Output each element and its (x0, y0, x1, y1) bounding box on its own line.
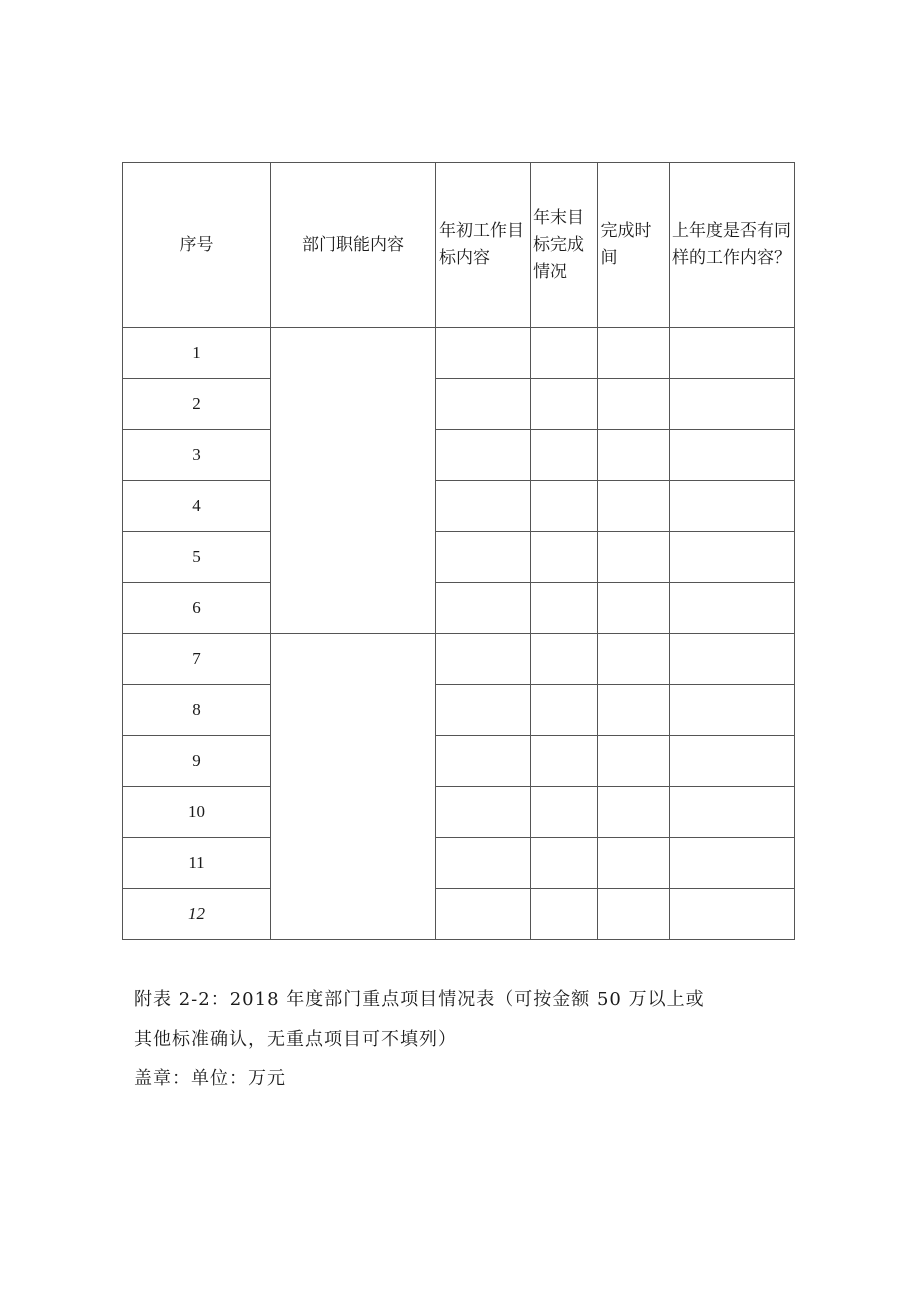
time-cell[interactable] (598, 685, 670, 736)
header-goal: 年初工作目标内容 (436, 163, 531, 328)
result-cell[interactable] (531, 787, 598, 838)
header-result: 年末目标完成情况 (531, 163, 598, 328)
result-cell[interactable] (531, 634, 598, 685)
result-cell[interactable] (531, 379, 598, 430)
table-row (123, 889, 795, 940)
appendix-caption-line1: 附表 2-2：2018 年度部门重点项目情况表（可按金额 50 万以上或 (134, 989, 705, 1010)
table-row (123, 736, 795, 787)
table-row (123, 379, 795, 430)
stamp-unit-line: 盖章：单位：万元 (134, 1068, 286, 1089)
last-year-cell[interactable] (670, 532, 795, 583)
time-cell[interactable] (598, 430, 670, 481)
row-number: 10 (123, 787, 271, 838)
header-last-year: 上年度是否有同样的工作内容？ (670, 163, 795, 328)
table-row (123, 838, 795, 889)
row-number: 5 (123, 532, 271, 583)
row-number: 11 (123, 838, 271, 889)
time-cell[interactable] (598, 889, 670, 940)
row-number: 12 (123, 889, 271, 940)
last-year-cell[interactable] (670, 787, 795, 838)
time-cell[interactable] (598, 328, 670, 379)
last-year-cell[interactable] (670, 685, 795, 736)
result-cell[interactable] (531, 838, 598, 889)
goal-cell[interactable] (436, 532, 531, 583)
header-function: 部门职能内容 (271, 163, 436, 328)
last-year-cell[interactable] (670, 634, 795, 685)
goal-cell[interactable] (436, 481, 531, 532)
row-number: 7 (123, 634, 271, 685)
appendix-caption-line2: 其他标准确认，无重点项目可不填列） (134, 1029, 457, 1050)
goal-cell[interactable] (436, 430, 531, 481)
result-cell[interactable] (531, 328, 598, 379)
time-cell[interactable] (598, 838, 670, 889)
table-row (123, 787, 795, 838)
time-cell[interactable] (598, 736, 670, 787)
time-cell[interactable] (598, 634, 670, 685)
result-cell[interactable] (531, 430, 598, 481)
goal-cell[interactable] (436, 634, 531, 685)
row-number: 8 (123, 685, 271, 736)
row-number: 3 (123, 430, 271, 481)
last-year-cell[interactable] (670, 430, 795, 481)
table-header-row (123, 163, 795, 328)
table-row (123, 634, 795, 685)
time-cell[interactable] (598, 583, 670, 634)
table-row (123, 430, 795, 481)
last-year-cell[interactable] (670, 838, 795, 889)
goal-cell[interactable] (436, 583, 531, 634)
row-number: 9 (123, 736, 271, 787)
result-cell[interactable] (531, 583, 598, 634)
row-number: 1 (123, 328, 271, 379)
goal-cell[interactable] (436, 787, 531, 838)
result-cell[interactable] (531, 532, 598, 583)
goal-cell[interactable] (436, 379, 531, 430)
result-cell[interactable] (531, 481, 598, 532)
last-year-cell[interactable] (670, 379, 795, 430)
goal-cell[interactable] (436, 685, 531, 736)
goal-cell[interactable] (436, 889, 531, 940)
time-cell[interactable] (598, 481, 670, 532)
result-cell[interactable] (531, 685, 598, 736)
last-year-cell[interactable] (670, 736, 795, 787)
header-time: 完成时间 (598, 163, 670, 328)
table-row (123, 481, 795, 532)
time-cell[interactable] (598, 532, 670, 583)
time-cell[interactable] (598, 379, 670, 430)
last-year-cell[interactable] (670, 328, 795, 379)
time-cell[interactable] (598, 787, 670, 838)
last-year-cell[interactable] (670, 889, 795, 940)
function-cell[interactable] (271, 634, 436, 940)
row-number: 4 (123, 481, 271, 532)
result-cell[interactable] (531, 736, 598, 787)
result-cell[interactable] (531, 889, 598, 940)
table-row (123, 583, 795, 634)
goal-cell[interactable] (436, 736, 531, 787)
department-work-table (122, 162, 795, 940)
last-year-cell[interactable] (670, 583, 795, 634)
table-row (123, 532, 795, 583)
function-cell[interactable] (271, 328, 436, 634)
goal-cell[interactable] (436, 838, 531, 889)
goal-cell[interactable] (436, 328, 531, 379)
last-year-cell[interactable] (670, 481, 795, 532)
table-row (123, 328, 795, 379)
table-row (123, 685, 795, 736)
row-number: 2 (123, 379, 271, 430)
header-seq: 序号 (123, 163, 271, 328)
row-number: 6 (123, 583, 271, 634)
